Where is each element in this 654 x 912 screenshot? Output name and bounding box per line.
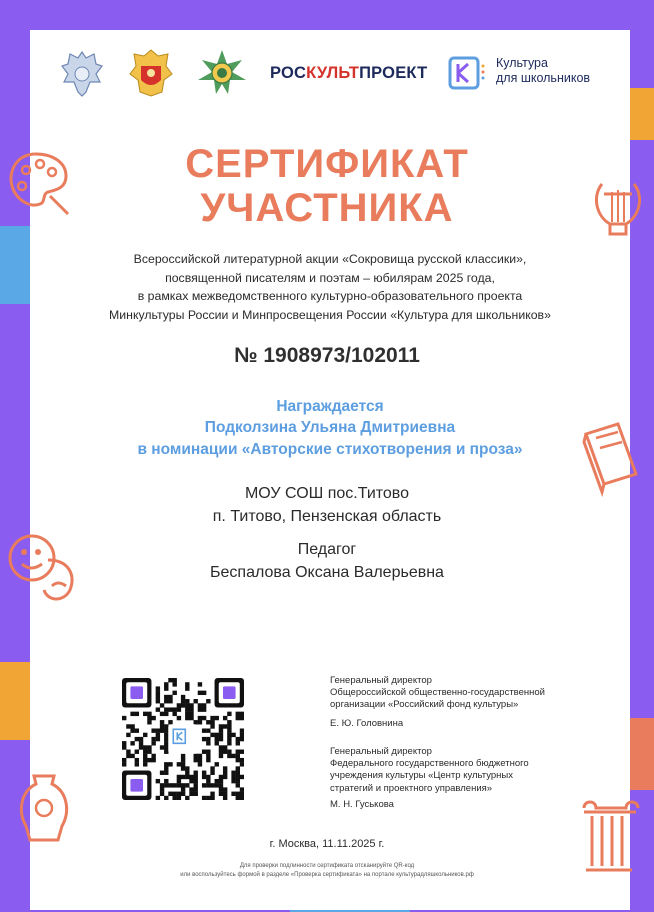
signature-line: Федерального государственного бюджетного <box>330 758 529 770</box>
russia-emblem-icon <box>60 48 104 103</box>
signature-line: учреждения культуры «Центр культурных <box>330 770 513 782</box>
book-icon <box>574 418 644 498</box>
certificate-title-line1: СЕРТИФИКАТ <box>185 142 469 186</box>
verification-note-2: или воспользуйтесь формой в разделе «Проверка сертификата» на портале культурадляшкольников.рф <box>180 872 474 878</box>
teacher-role: Педагог <box>297 541 357 558</box>
description-line: Минкультуры России и Минпросвещения России «Культура для школьников» <box>109 307 551 322</box>
ministry-emblem-icon <box>128 48 174 103</box>
recipient-name: Подколзина Ульяна Дмитриевна <box>204 419 456 436</box>
roskultproekt-logo: РОСКУЛЬТПРОЕКТ <box>270 64 428 82</box>
signature-line: стратегий и проектного управления» <box>330 782 493 794</box>
lyre-icon <box>588 176 648 242</box>
signature-line: Генеральный директор <box>330 675 432 686</box>
signature-block-1 <box>330 675 545 730</box>
theater-masks-icon <box>4 530 80 606</box>
kultura-logo-icon <box>448 56 488 90</box>
signature-line: организации «Российский фонд культуры» <box>330 699 519 711</box>
signature-line: Генеральный директор <box>330 746 432 757</box>
description <box>60 250 600 324</box>
vase-icon <box>14 770 74 846</box>
description-line: в рамках межведомственного культурно-образовательного проекта <box>137 289 523 303</box>
award-label: Награждается <box>276 398 384 415</box>
stripe-right-orange <box>630 718 654 790</box>
logos-row <box>60 48 620 103</box>
signature-block-2 <box>330 746 529 811</box>
qr-code-icon[interactable] <box>122 678 244 800</box>
stripe-left-blue <box>0 226 30 304</box>
kultura-logo-line1: Культура <box>496 56 548 70</box>
description-line: Всероссийской литературной акции «Сокровища русской классики», <box>133 252 527 266</box>
school-name: МОУ СОШ пос.Титово <box>244 485 410 502</box>
certificate-title-line2: УЧАСТНИКА <box>200 186 454 230</box>
verification-note-1: Для проверки подлинности сертификата отсканируйте QR-код <box>239 863 415 869</box>
teacher-name: Беспалова Оксана Валерьевна <box>210 564 444 581</box>
stripe-left-yellow <box>0 662 30 740</box>
description-line: посвященной писателям и поэтам – юбилярам 2025 года, <box>165 270 495 285</box>
nomination: в номинации «Авторские стихотворения и проза» <box>137 441 523 458</box>
palette-icon <box>6 148 72 218</box>
signatory-name: Е. Ю. Головнина <box>330 717 404 729</box>
certificate-number: № 1908973/102011 <box>234 344 420 367</box>
signature-line: Общероссийской общественно-государственной <box>330 687 545 699</box>
school-location: п. Титово, Пензенская область <box>212 508 442 525</box>
foundation-emblem-icon <box>196 48 248 103</box>
stripe-right-yellow <box>630 88 654 140</box>
place-date: г. Москва, 11.11.2025 г. <box>269 838 385 850</box>
signatory-name: М. Н. Гуськова <box>330 798 394 810</box>
kultura-logo-line2: для школьников <box>496 71 591 85</box>
column-icon <box>578 796 640 876</box>
